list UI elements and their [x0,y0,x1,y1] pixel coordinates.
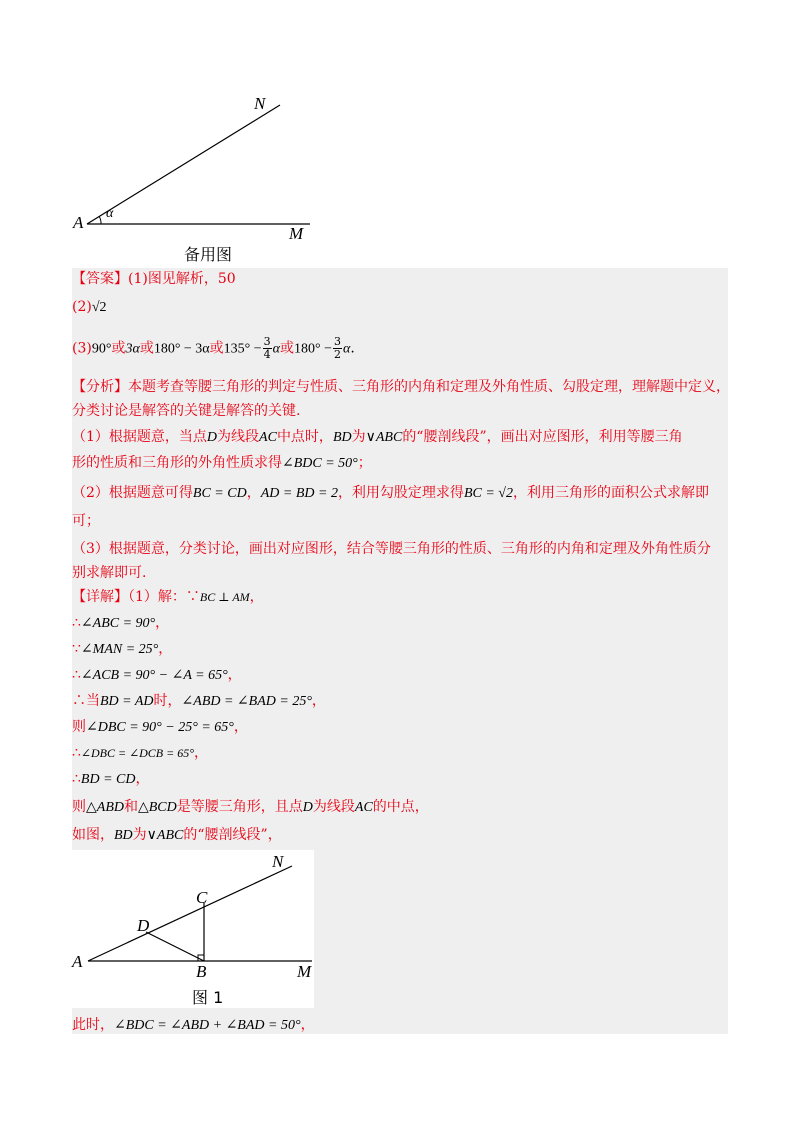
answer-line-1: 【答案】(1)图见解析，50 [72,271,236,287]
ray-AN [87,105,280,224]
analysis-line-8: 别求解即可. [72,565,147,581]
analysis-heading: 【分析】 [72,379,128,395]
fig1-label-N: N [272,852,284,871]
figure-caption: 备用图 [184,245,233,264]
analysis-line-2: 分类讨论是解答的关键是解答的关键. [72,403,301,419]
answer-heading: 【答案】 [72,271,128,287]
detail-line-5: ∴当BD = AD时，∠ABD = ∠BAD = 25°， [72,693,326,709]
detail-line-4: ∴∠ACB = 90° − ∠A = 65°， [72,667,242,683]
label-alpha: α [106,206,114,221]
analysis-line-4: 形的性质和三角形的外角性质求得∠BDC = 50°； [72,455,372,471]
fig1-label-B: B [196,962,207,981]
detail-line-7: ∴∠DBC = ∠DCB = 65°， [72,745,209,761]
fig1-caption: 图 1 [192,988,224,1007]
detail-line-1: 【详解】（1）解：∵BC ⊥ AM， [72,589,264,605]
analysis-line-1: 【分析】本题考查等腰三角形的判定与性质、三角形的内角和定理及外角性质、勾股定理，理解题中定义， [72,379,730,395]
detail-heading: 【详解】 [72,589,128,605]
label-N: N [254,94,266,113]
detail-line-10: 如图，BD为∨ABC的“腰剖线段”， [72,827,282,843]
detail-line-6: 则∠DBC = 90° − 25° = 65°， [72,719,248,735]
analysis-line-3: （1）根据题意，当点D为线段AC中点时，BD为∨ABC的“腰剖线段”，画出对应图形，利用等腰三角 [72,429,683,445]
fig1-label-C: C [196,888,208,907]
label-A: A [73,213,84,232]
fig1-label-A: A [72,952,83,971]
answer-line-3: (3)90°或3α或180° − 3α或135° − $\frac{3}{4}$ α或180° − $\frac{3}{2}$ α. [72,335,355,361]
analysis-line-5: （2）根据题意可得BC = CD，AD = BD = 2，利用勾股定理求得BC = √2，利用三角形的面积公式求解即 [72,485,709,501]
fig1-label-D: D [137,916,150,935]
analysis-line-6: 可； [72,513,100,529]
analysis-line-7: （3）根据题意，分类讨论，画出对应图形，结合等腰三角形的性质、三角形的内角和定理及外角性质分 [72,541,711,557]
angle-arc [99,216,101,224]
answer-line-2: (2)√2 [72,299,107,315]
fig1-label-M: M [297,962,312,981]
ray-AN-fig1 [88,866,292,961]
detail-line-8: ∴BD = CD， [72,771,150,787]
detail-line-3: ∵∠MAN = 25°， [72,641,173,657]
segment-DB [146,932,204,961]
label-M: M [289,224,304,243]
detail-line-11: 此时，∠BDC = ∠ABD + ∠BAD = 50°， [72,1017,315,1033]
detail-line-9: 则△ABD和△BCD是等腰三角形，且点D为线段AC的中点， [72,799,429,815]
detail-line-2: ∴∠ABC = 90°， [72,615,170,631]
